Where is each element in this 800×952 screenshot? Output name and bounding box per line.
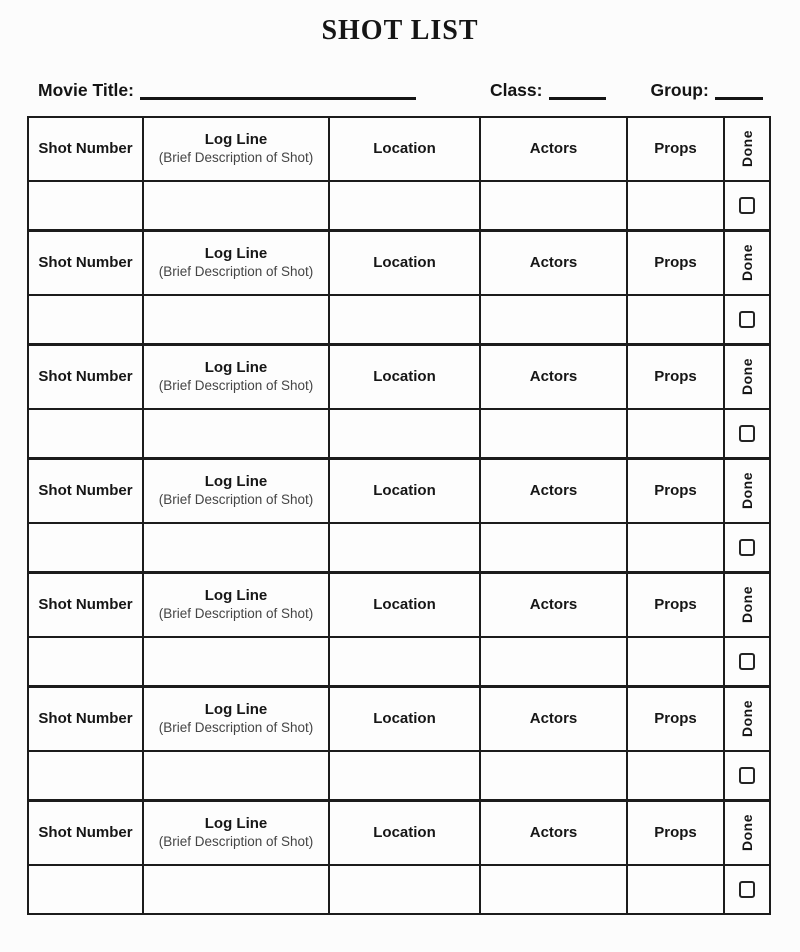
page-title: SHOT LIST: [321, 15, 479, 46]
col-header-props: Props: [628, 118, 725, 180]
col-header-actors: Actors: [481, 118, 628, 180]
col-header-actors: Actors: [481, 232, 628, 294]
shot-block: [29, 574, 769, 688]
col-header-actors: Actors: [481, 688, 628, 750]
location-cell[interactable]: [330, 524, 481, 571]
entry-row: [29, 182, 769, 229]
done-checkbox[interactable]: [739, 881, 755, 898]
props-cell[interactable]: [628, 752, 725, 799]
log-line-title: Log Line: [204, 700, 268, 718]
props-cell[interactable]: [628, 182, 725, 229]
shot-number-cell[interactable]: [29, 296, 144, 343]
done-header-vertical-label: Done: [739, 130, 755, 167]
location-cell[interactable]: [330, 752, 481, 799]
col-header-props: Props: [628, 802, 725, 864]
entry-row: [29, 638, 769, 685]
table-header-row: [29, 574, 769, 638]
shot-block: [29, 460, 769, 574]
log-line-subtitle: (Brief Description of Shot): [158, 149, 314, 165]
col-header-shot-number: Shot Number: [29, 118, 144, 180]
col-header-location: Location: [330, 802, 481, 864]
col-header-location: Location: [330, 346, 481, 408]
log-line-cell[interactable]: [144, 866, 330, 913]
log-line-title: Log Line: [204, 244, 268, 262]
col-header-actors: Actors: [481, 802, 628, 864]
log-line-subtitle: (Brief Description of Shot): [158, 605, 314, 621]
col-header-props: Props: [628, 688, 725, 750]
entry-row: [29, 296, 769, 343]
table-header-row: [29, 688, 769, 752]
location-cell[interactable]: [330, 638, 481, 685]
shot-number-cell[interactable]: [29, 752, 144, 799]
shot-block: [29, 118, 769, 232]
col-header-done: [725, 346, 769, 408]
log-line-subtitle: (Brief Description of Shot): [158, 263, 314, 279]
log-line-cell[interactable]: [144, 638, 330, 685]
col-header-log-line: [144, 688, 330, 750]
location-cell[interactable]: [330, 410, 481, 457]
col-header-log-line: [144, 346, 330, 408]
table-header-row: [29, 118, 769, 182]
col-header-shot-number: Shot Number: [29, 688, 144, 750]
done-checkbox[interactable]: [739, 311, 755, 328]
log-line-subtitle: (Brief Description of Shot): [158, 377, 314, 393]
actors-cell[interactable]: [481, 182, 628, 229]
done-header-vertical-label: Done: [739, 586, 755, 623]
shot-number-cell[interactable]: [29, 638, 144, 685]
shot-table: [27, 116, 771, 915]
entry-row: [29, 410, 769, 457]
log-line-cell[interactable]: [144, 524, 330, 571]
form-fields-row: [38, 82, 800, 100]
entry-row: [29, 524, 769, 571]
table-header-row: [29, 460, 769, 524]
col-header-log-line: [144, 460, 330, 522]
shot-block: [29, 346, 769, 460]
props-cell[interactable]: [628, 524, 725, 571]
col-header-location: Location: [330, 232, 481, 294]
done-header-vertical-label: Done: [739, 700, 755, 737]
done-cell: [725, 296, 769, 343]
location-cell[interactable]: [330, 866, 481, 913]
col-header-props: Props: [628, 232, 725, 294]
actors-cell[interactable]: [481, 410, 628, 457]
log-line-title: Log Line: [204, 472, 268, 490]
col-header-location: Location: [330, 574, 481, 636]
done-header-vertical-label: Done: [739, 472, 755, 509]
actors-cell[interactable]: [481, 752, 628, 799]
shot-number-cell[interactable]: [29, 524, 144, 571]
log-line-title: Log Line: [204, 586, 268, 604]
col-header-done: [725, 802, 769, 864]
location-cell[interactable]: [330, 182, 481, 229]
log-line-cell[interactable]: [144, 752, 330, 799]
movie-title-label: Movie Title:: [38, 80, 134, 100]
done-header-vertical-label: Done: [739, 358, 755, 395]
props-cell[interactable]: [628, 296, 725, 343]
group-field[interactable]: [715, 86, 763, 100]
shot-number-cell[interactable]: [29, 866, 144, 913]
done-checkbox[interactable]: [739, 539, 755, 556]
done-cell: [725, 752, 769, 799]
col-header-props: Props: [628, 346, 725, 408]
done-cell: [725, 410, 769, 457]
done-cell: [725, 182, 769, 229]
log-line-title: Log Line: [204, 130, 268, 148]
done-checkbox[interactable]: [739, 767, 755, 784]
actors-cell[interactable]: [481, 638, 628, 685]
col-header-location: Location: [330, 688, 481, 750]
log-line-subtitle: (Brief Description of Shot): [158, 719, 314, 735]
col-header-shot-number: Shot Number: [29, 460, 144, 522]
done-cell: [725, 866, 769, 913]
col-header-location: Location: [330, 460, 481, 522]
col-header-actors: Actors: [481, 346, 628, 408]
location-cell[interactable]: [330, 296, 481, 343]
col-header-actors: Actors: [481, 574, 628, 636]
col-header-log-line: [144, 802, 330, 864]
log-line-title: Log Line: [204, 358, 268, 376]
done-cell: [725, 638, 769, 685]
log-line-cell[interactable]: [144, 182, 330, 229]
actors-cell[interactable]: [481, 296, 628, 343]
col-header-props: Props: [628, 574, 725, 636]
props-cell[interactable]: [628, 866, 725, 913]
shot-number-cell[interactable]: [29, 182, 144, 229]
log-line-cell[interactable]: [144, 410, 330, 457]
log-line-subtitle: (Brief Description of Shot): [158, 491, 314, 507]
class-label: Class:: [489, 80, 543, 100]
col-header-done: [725, 688, 769, 750]
props-cell[interactable]: [628, 410, 725, 457]
log-line-cell[interactable]: [144, 296, 330, 343]
done-header-vertical-label: Done: [739, 814, 755, 851]
done-checkbox[interactable]: [739, 653, 755, 670]
col-header-done: [725, 460, 769, 522]
movie-title-field[interactable]: [140, 86, 416, 100]
col-header-shot-number: Shot Number: [29, 802, 144, 864]
col-header-done: [725, 574, 769, 636]
col-header-log-line: [144, 118, 330, 180]
shot-block: [29, 802, 769, 913]
table-header-row: [29, 346, 769, 410]
entry-row: [29, 752, 769, 799]
table-header-row: [29, 802, 769, 866]
col-header-shot-number: Shot Number: [29, 346, 144, 408]
col-header-log-line: [144, 574, 330, 636]
col-header-location: Location: [330, 118, 481, 180]
actors-cell[interactable]: [481, 524, 628, 571]
props-cell[interactable]: [628, 638, 725, 685]
col-header-actors: Actors: [481, 460, 628, 522]
col-header-shot-number: Shot Number: [29, 232, 144, 294]
col-header-log-line: [144, 232, 330, 294]
table-header-row: [29, 232, 769, 296]
col-header-done: [725, 118, 769, 180]
actors-cell[interactable]: [481, 866, 628, 913]
col-header-shot-number: Shot Number: [29, 574, 144, 636]
entry-row: [29, 866, 769, 913]
class-field[interactable]: [549, 86, 606, 100]
log-line-subtitle: (Brief Description of Shot): [158, 833, 314, 849]
log-line-title: Log Line: [204, 814, 268, 832]
shot-number-cell[interactable]: [29, 410, 144, 457]
shot-block: [29, 232, 769, 346]
done-checkbox[interactable]: [739, 425, 755, 442]
col-header-props: Props: [628, 460, 725, 522]
shot-block: [29, 688, 769, 802]
done-header-vertical-label: Done: [739, 244, 755, 281]
done-checkbox[interactable]: [739, 197, 755, 214]
col-header-done: [725, 232, 769, 294]
done-cell: [725, 524, 769, 571]
group-label: Group:: [650, 80, 709, 100]
